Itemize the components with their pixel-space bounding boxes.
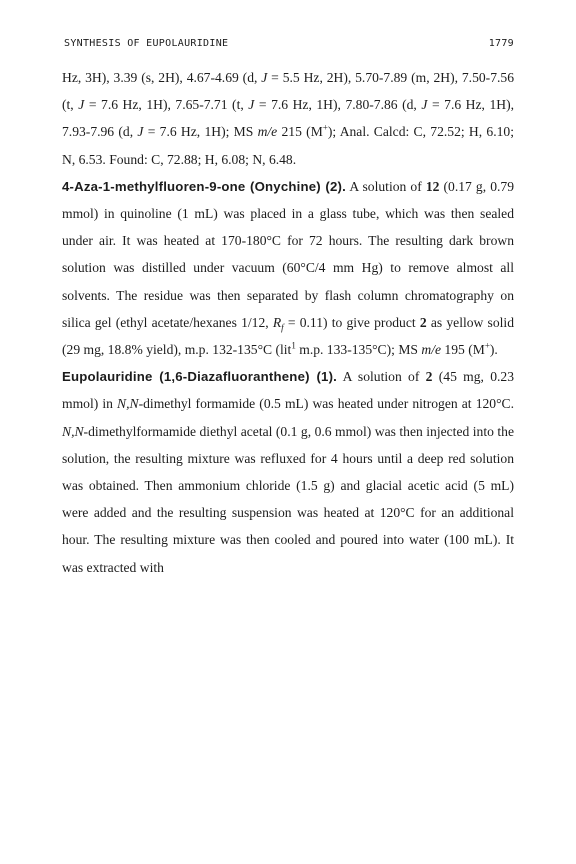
text: -dimethylformamide diethyl acetal (0.1 g, 0.6 mmol) was then injected into the solution, the resulting mixture was refluxed for 4 hours until a deep red solution was obtained. Then ammonium chloride (1.5 g) and glacial acetic acid (5 mL) were added and the resulting suspension was heated at 120°C for an additional hour. The resulting mixture was then cooled and poured into water (100 mL). It was extracted with <box>62 423 514 575</box>
text: = 7.6 Hz, 1H), 7.65-7.71 (t, <box>84 97 249 113</box>
text: m.p. 133-135°C); MS <box>295 342 422 358</box>
coupling-symbol: J <box>421 97 428 113</box>
superscript-plus: + <box>322 122 328 133</box>
text: = 7.6 Hz, 1H), 7.93-7.96 (d, <box>62 97 514 140</box>
compound-ref: 12 <box>425 178 440 194</box>
coupling-symbol: J <box>78 97 85 113</box>
compound-ref: 2 <box>425 369 433 385</box>
mass-ratio-symbol: m/e <box>257 124 278 140</box>
superscript-plus: + <box>484 340 490 351</box>
coupling-symbol: J <box>261 70 268 85</box>
text: A solution of <box>337 369 426 385</box>
text: = 5.5 Hz, 2H), 5.70-7.89 (m, 2H), 7.50-7.56 (t, <box>62 70 514 113</box>
text: ). <box>489 342 498 358</box>
text: = 7.6 Hz, 1H); MS <box>143 124 258 140</box>
text: ); Anal. Calcd: C, 72.52; H, 6.10; N, 6.53. Found: C, 72.88; H, 6.08; N, 6.48. <box>62 124 514 167</box>
running-title: SYNTHESIS OF EUPOLAURIDINE <box>64 38 229 49</box>
journal-page <box>62 38 514 581</box>
text: Hz, 3H), 3.39 (s, 2H), 4.67-4.69 (d, <box>62 70 262 85</box>
text: = 0.11) to give product <box>283 314 420 330</box>
nn-prefix: N,N <box>117 396 139 412</box>
section-heading-onychine: 4-Aza-1-methylfluoren-9-one (Onychine) (2). <box>62 178 347 194</box>
running-header <box>64 38 514 49</box>
paragraph-eupolauridine <box>62 363 514 581</box>
text: A solution of <box>346 178 426 194</box>
mass-ratio-symbol: m/e <box>421 342 442 358</box>
page-number: 1779 <box>488 38 514 49</box>
rf-subscript: f <box>281 322 284 333</box>
rf-symbol: R <box>272 314 282 330</box>
text: (45 mg, 0.23 mmol) in <box>62 369 515 412</box>
nn-prefix: N,N <box>62 423 84 439</box>
section-heading-eupolauridine: Eupolauridine (1,6-Diazafluoranthene) (1). <box>62 369 338 385</box>
text: as yellow solid (29 mg, 18.8% yield), m.p. 132-135°C (lit <box>62 314 514 358</box>
text: -dimethyl formamide (0.5 mL) was heated under nitrogen at 120°C. <box>138 396 514 412</box>
coupling-symbol: J <box>248 97 255 113</box>
citation-superscript: 1 <box>291 340 296 351</box>
text: = 7.6 Hz, 1H), 7.80-7.86 (d, <box>254 97 422 113</box>
paragraph-onychine <box>62 173 514 363</box>
text: 195 (M <box>441 342 485 358</box>
coupling-symbol: J <box>137 124 144 140</box>
paragraph-spectral-data <box>62 64 514 173</box>
compound-ref: 2 <box>419 314 427 330</box>
text: (0.17 g, 0.79 mmol) in quinoline (1 mL) was placed in a glass tube, which was then sealed under air. It was heated at 170-180°C for 72 hours. The resulting dark brown solution was distilled under vacuum (60°C/4 mm Hg) to remove almost all solvents. The residue was then separated by flash column chromatography on silica gel (ethyl acetate/hexanes 1/12, <box>62 178 514 330</box>
text: 215 (M <box>277 124 323 140</box>
